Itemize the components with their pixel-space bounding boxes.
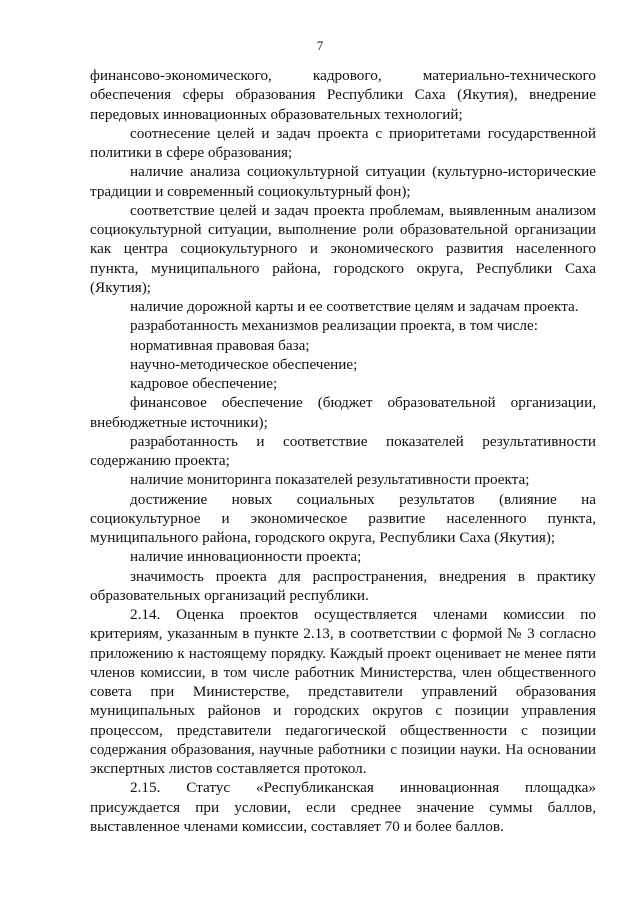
paragraph-indicators: разработанность и соответствие показателей результативности содержанию проекта; [90, 432, 596, 469]
paragraph-intro-continuation: финансово-экономического, кадрового, материально-технического обеспечения сферы образования Республики Саха (Якутия), внедрение передовых инновационных образовательных технологий; [90, 67, 596, 123]
list-item-financing: финансовое обеспечение (бюджет образовательной организации, внебюджетные источники); [90, 394, 596, 431]
list-item-staffing: кадровое обеспечение; [130, 375, 278, 392]
paragraph-goals-priorities: соотнесение целей и задач проекта с приоритетами государственной политики в сфере образования; [90, 124, 596, 161]
paragraph-roadmap: наличие дорожной карты и ее соответствие целям и задачам проекта. [130, 298, 579, 315]
paragraph-goals-problems: соответствие целей и задач проекта проблемам, выявленным анализом социокультурной ситуации, выполнение роли образовательной организации как центра социокультурного и экономического развития населенного пункта, муниципального района, городского округа, Республики Саха (Якутия); [90, 201, 596, 296]
paragraph-sociocultural-analysis: наличие анализа социокультурной ситуации (культурно-исторические традиции и современный социокультурный фон); [90, 163, 596, 200]
paragraph-section-2-15: 2.15. Статус «Республиканская инновационная площадка» присуждается при условии, если среднее значение суммы баллов, выставленное членами комиссии, составляет 70 и более баллов. [90, 779, 596, 835]
list-item-methodical-support: научно-методическое обеспечение; [130, 355, 358, 373]
paragraph-section-2-14: 2.14. Оценка проектов осуществляется членами комиссии по критериям, указанным в пункте 2.13, в соответствии с формой № 3 согласно приложению к настоящему порядку. Каждый проект оценивает не менее пяти членов комиссии, в том числе работник Министерства, член общественного совета при Министерстве, представители управлений образования муниципальных районов и городских округов с позиции управления процессом, представители педагогической общественности с позиции содержания образования, научные работники с позиции науки. На основании экспертных листов составляется протокол. [90, 606, 596, 777]
document-body [90, 66, 596, 836]
list-item-legal-base: нормативная правовая база; [130, 336, 310, 354]
page-number: 7 [316, 38, 324, 53]
paragraph-monitoring: наличие мониторинга показателей результативности проекта; [130, 471, 530, 489]
paragraph-social-results: достижение новых социальных результатов (влияние на социокультурное и экономическое развитие населенного пункта, муниципального района, городского округа, Республики Саха (Якутия); [90, 490, 596, 546]
paragraph-significance: значимость проекта для распространения, внедрения в практику образовательных организаций республики. [90, 567, 596, 604]
paragraph-innovation: наличие инновационности проекта; [130, 548, 362, 566]
paragraph-mechanisms: разработанность механизмов реализации проекта, в том числе: [130, 317, 538, 335]
